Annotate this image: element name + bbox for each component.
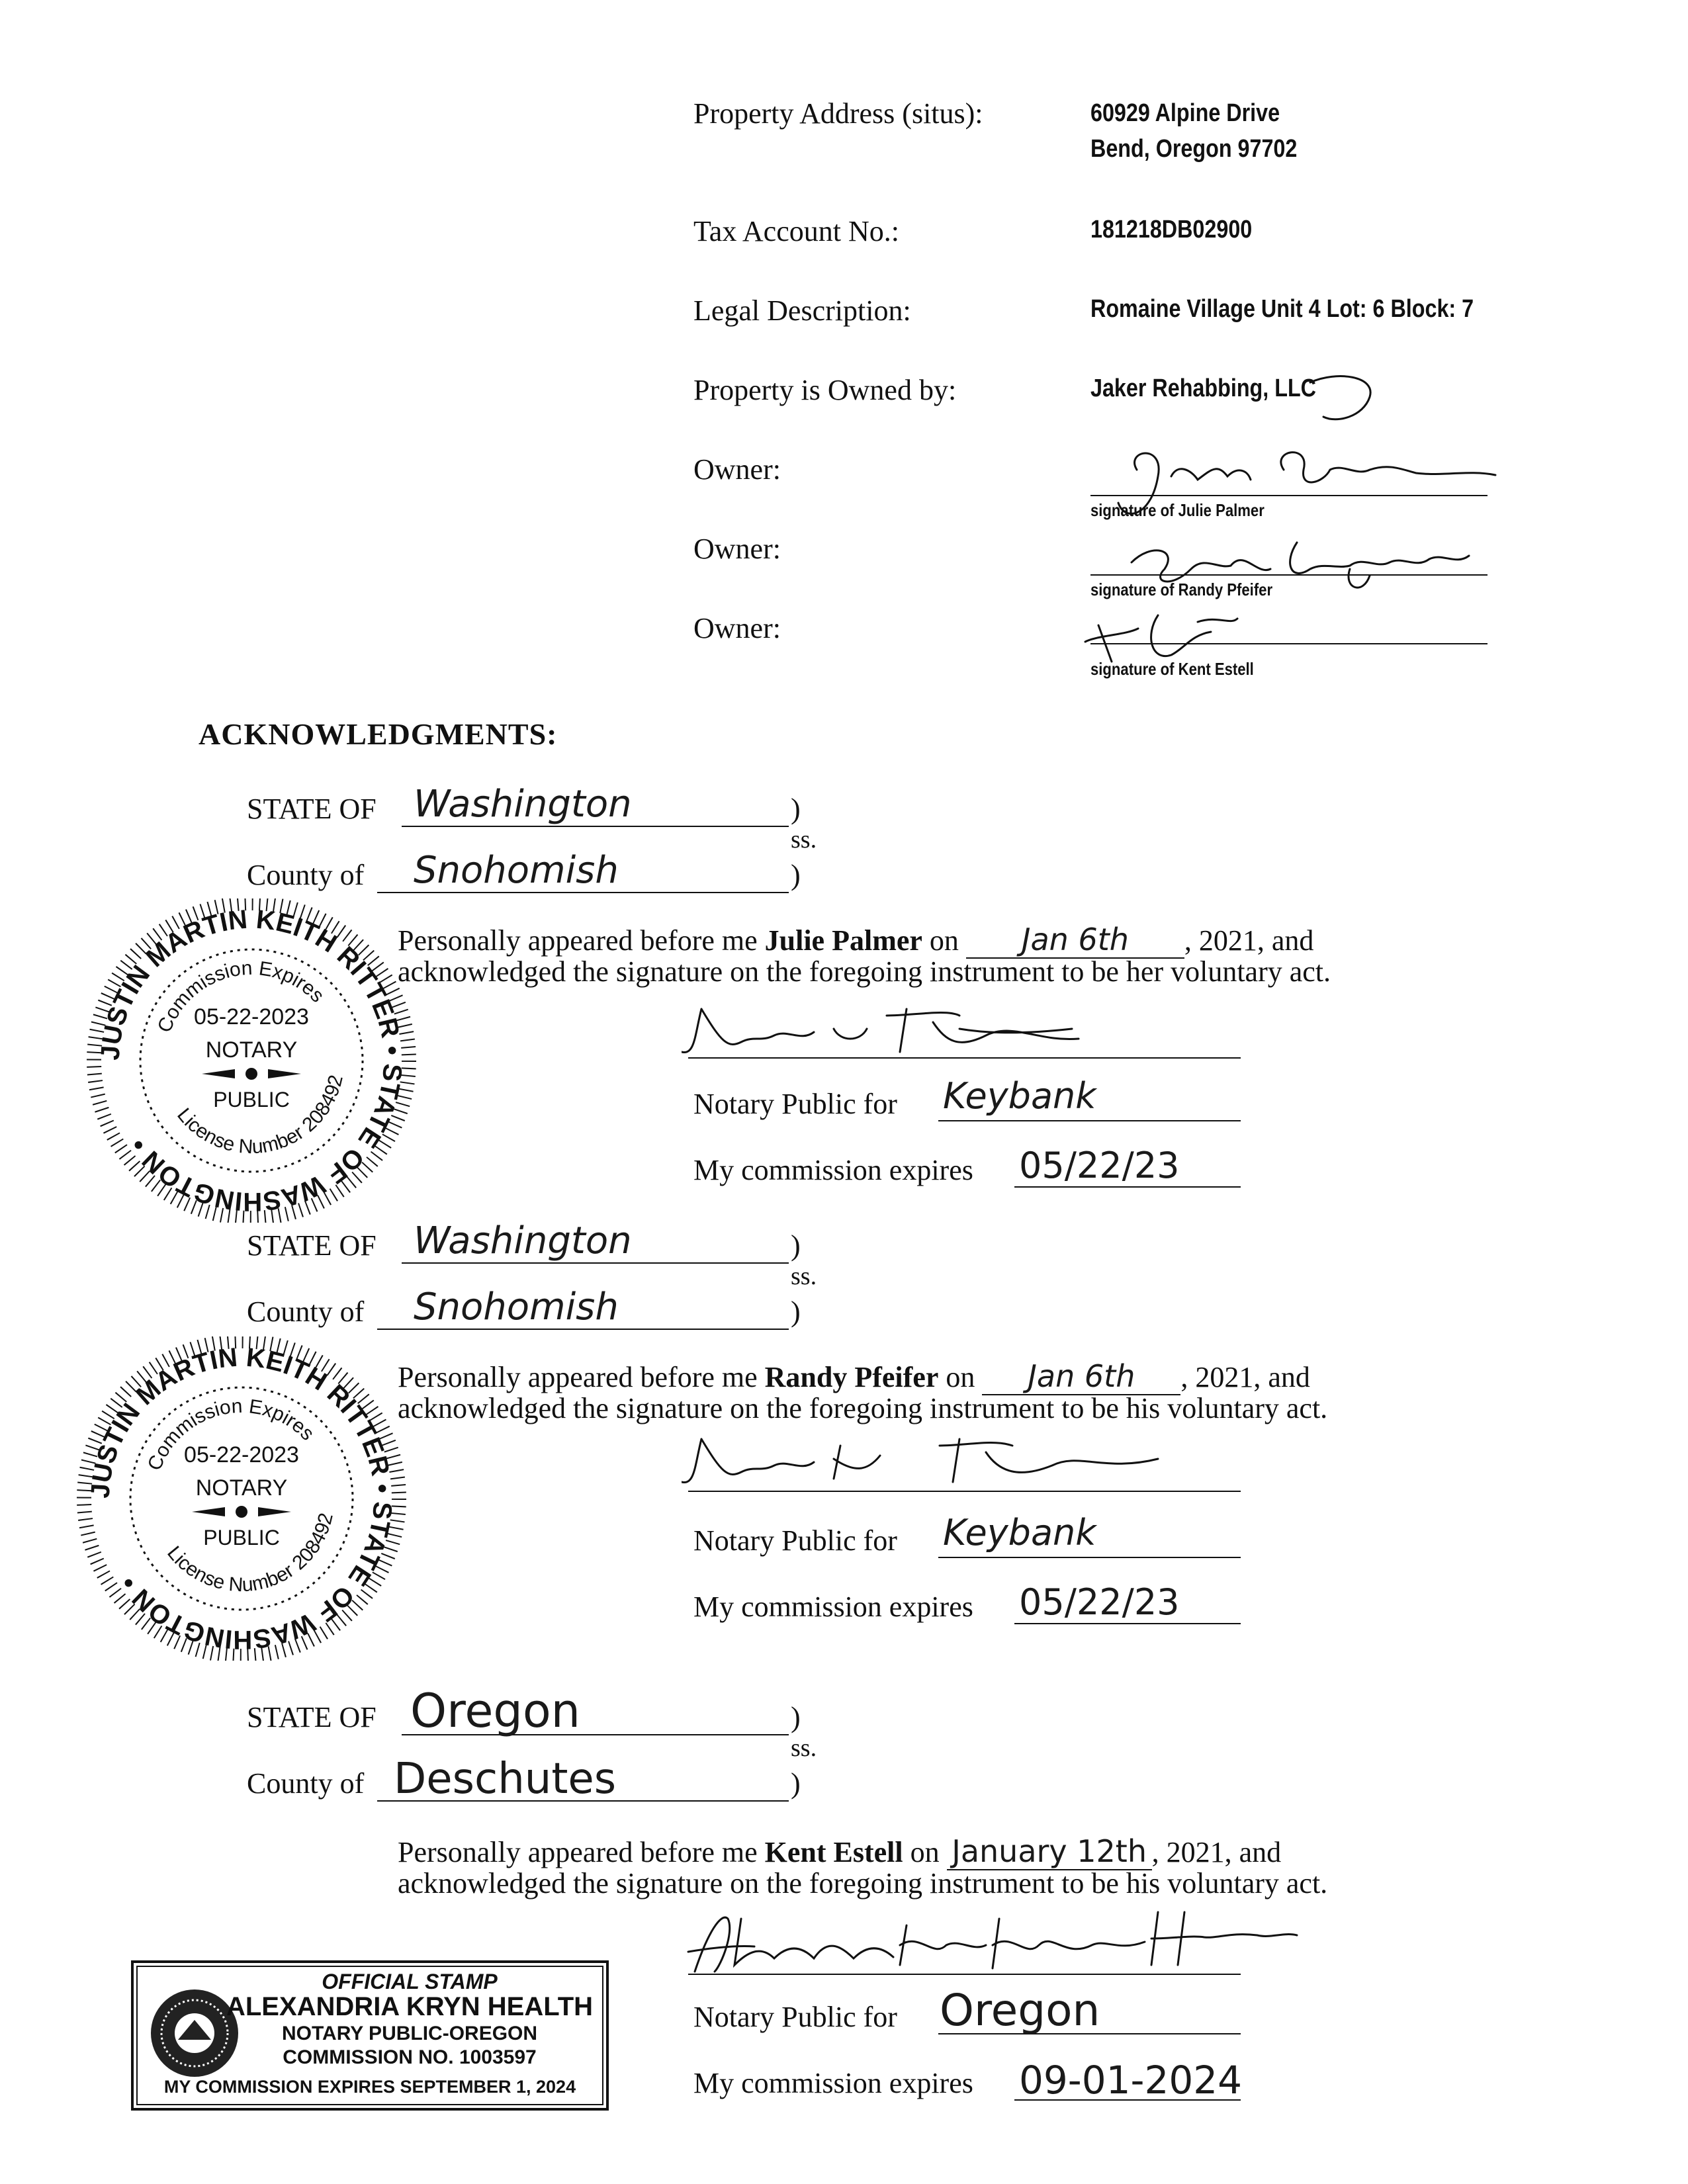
owner-label-1: Owner: (693, 453, 781, 486)
ack1-expires-value: 05/22/23 (1019, 1145, 1180, 1186)
ack2-date: Jan 6th (982, 1358, 1180, 1395)
ack1-date: Jan 6th (966, 922, 1184, 959)
owner-signatures (1059, 371, 1562, 675)
wa-seal-license-1: License Number 208492 (173, 1072, 347, 1158)
ack2-appeared-line (398, 1358, 1310, 1395)
ack1-year: , 2021, and (1184, 924, 1314, 957)
ack3-notary-for-label: Notary Public for (693, 2001, 897, 2033)
ack3-paren-2: ) (791, 1767, 801, 1800)
ack3-expires-value: 09-01-2024 (1019, 2058, 1243, 2103)
ack3-on: on (910, 1836, 940, 1868)
ack1-notary-for-line (938, 1120, 1241, 1121)
ack3-state-label: STATE OF (247, 1701, 377, 1733)
property-address-line1: 60929 Alpine Drive (1090, 99, 1280, 127)
ack2-state-line (402, 1262, 789, 1264)
ack3-appeared-prefix: Personally appeared before me (398, 1836, 758, 1868)
ack2-ack-text: acknowledged the signature on the foregoing instrument to be his voluntary act. (398, 1392, 1328, 1424)
acknowledgments-heading: ACKNOWLEDGMENTS: (199, 717, 558, 751)
notary-seal-washington-1 (73, 898, 430, 1223)
ack3-notary-for-value: Oregon (940, 1985, 1100, 2036)
ack1-county-value: Snohomish (414, 849, 619, 892)
ack2-state-value: Washington (414, 1219, 632, 1262)
tax-account-label: Tax Account No.: (693, 215, 899, 247)
owner-signature-caption-2: signature of Randy Pfeifer (1090, 580, 1273, 599)
ack1-county-label: County of (247, 859, 365, 891)
wa-seal-commission-1: Commission Expires (153, 957, 329, 1036)
ack1-appeared-prefix: Personally appeared before me (398, 924, 758, 957)
svg-text:License Number 208492 (173, 1073, 347, 1158)
owned-by-value: Jaker Rehabbing, LLC (1090, 374, 1317, 402)
ack2-year: , 2021, and (1180, 1361, 1310, 1393)
ack1-appeared-line (398, 922, 1313, 959)
or-stamp-line5: MY COMMISSION EXPIRES SEPTEMBER 1, 2024 (163, 2077, 576, 2097)
ack1-state-line (402, 826, 789, 827)
or-stamp-line3: NOTARY PUBLIC-OREGON (281, 2023, 538, 2044)
ack1-expires-label: My commission expires (693, 1154, 973, 1186)
owner-signature-caption-3: signature of Kent Estell (1090, 659, 1254, 679)
tax-account-value: 181218DB02900 (1090, 216, 1253, 243)
or-stamp-line4: COMMISSION NO. 1003597 (283, 2046, 537, 2068)
ack2-expires-label: My commission expires (693, 1591, 973, 1623)
ack2-county-value: Snohomish (414, 1286, 619, 1329)
ack1-ss: ss. (791, 826, 817, 853)
ack2-state-label: STATE OF (247, 1229, 377, 1262)
owner-label-3: Owner: (693, 612, 781, 644)
ack2-person: Randy Pfeifer (764, 1361, 939, 1393)
ack1-state-value: Washington (414, 783, 632, 826)
ack3-person: Kent Estell (764, 1836, 903, 1868)
property-address-label: Property Address (situs): (693, 97, 983, 130)
ack1-notary-for-label: Notary Public for (693, 1088, 897, 1120)
ack3-date: January 12th (947, 1833, 1152, 1870)
ack1-expires-line (1014, 1186, 1241, 1188)
owned-by-label: Property is Owned by: (693, 374, 957, 406)
ack3-notary-signature (682, 1905, 1317, 1978)
ack3-year: , 2021, and (1151, 1836, 1282, 1868)
wa-seal-date-1: 05-22-2023 (194, 1004, 309, 1029)
ack1-person: Julie Palmer (764, 924, 922, 957)
ack2-paren-1: ) (791, 1229, 801, 1262)
ack1-on: on (929, 924, 959, 957)
legal-description-label: Legal Description: (693, 294, 911, 327)
ack3-paren-1: ) (791, 1701, 801, 1733)
ack3-ss: ss. (791, 1734, 817, 1762)
ack2-notary-for-value: Keybank (943, 1512, 1096, 1553)
ack2-paren-2: ) (791, 1295, 801, 1328)
ack3-appeared-line (398, 1833, 1281, 1870)
or-stamp-line1: OFFICIAL STAMP (322, 1970, 498, 1993)
ack3-expires-label: My commission expires (693, 2067, 973, 2099)
ack3-ack-text: acknowledged the signature on the foregoing instrument to be his voluntary act. (398, 1867, 1328, 1900)
wa-seal-notary-1: NOTARY (205, 1037, 298, 1063)
or-stamp-line2: ALEXANDRIA KRYN HEALTH (226, 1992, 594, 2021)
ack3-county-label: County of (247, 1767, 365, 1800)
ack1-paren-2: ) (791, 859, 801, 891)
ack1-state-label: STATE OF (247, 793, 377, 825)
ack1-paren-1: ) (791, 793, 801, 825)
ack2-county-label: County of (247, 1295, 365, 1328)
wa-seal-commission-2: Commission Expires (143, 1395, 319, 1474)
wa-seal-date-2: 05-22-2023 (184, 1442, 299, 1467)
wa-seal-ring-text-2: JUSTIN MARTIN KEITH RITTER • STATE OF WASHINGTON • (85, 1342, 398, 1655)
ack1-ack-text: acknowledged the signature on the foregoing instrument to be her voluntary act. (398, 955, 1331, 988)
ack2-notary-for-line (938, 1557, 1241, 1558)
wa-seal-ring-text-1: JUSTIN MARTIN KEITH RITTER • STATE OF WASHINGTON • (95, 904, 408, 1217)
wa-seal-license-2: License Number 208492 (163, 1510, 337, 1596)
ack2-ss: ss. (791, 1262, 817, 1290)
wa-seal-public-2: PUBLIC (203, 1526, 280, 1550)
ack2-expires-value: 05/22/23 (1019, 1581, 1180, 1623)
ack2-expires-line (1014, 1623, 1241, 1624)
legal-description-value: Romaine Village Unit 4 Lot: 6 Block: 7 (1090, 295, 1474, 323)
wa-seal-notary-2: NOTARY (195, 1475, 288, 1501)
ack1-notary-for-value: Keybank (943, 1075, 1096, 1117)
ack2-county-line (377, 1329, 789, 1330)
ack3-county-value: Deschutes (394, 1755, 617, 1804)
svg-text:License Number 208492 (163, 1511, 337, 1596)
ack2-appeared-prefix: Personally appeared before me (398, 1361, 758, 1393)
ack2-notary-signature (682, 1432, 1184, 1495)
property-address-line2: Bend, Oregon 97702 (1090, 135, 1298, 163)
owner-signature-caption-1: signature of Julie Palmer (1090, 500, 1265, 520)
ack1-notary-signature (682, 1002, 1105, 1062)
notary-seal-washington-2 (63, 1336, 420, 1661)
ack1-county-line (377, 892, 789, 893)
owner-label-2: Owner: (693, 533, 781, 565)
ack2-notary-for-label: Notary Public for (693, 1524, 897, 1557)
wa-seal-public-1: PUBLIC (213, 1088, 290, 1112)
ack2-on: on (946, 1361, 975, 1393)
notary-stamp-oregon (131, 1960, 609, 2111)
ack3-state-value: Oregon (410, 1684, 581, 1738)
